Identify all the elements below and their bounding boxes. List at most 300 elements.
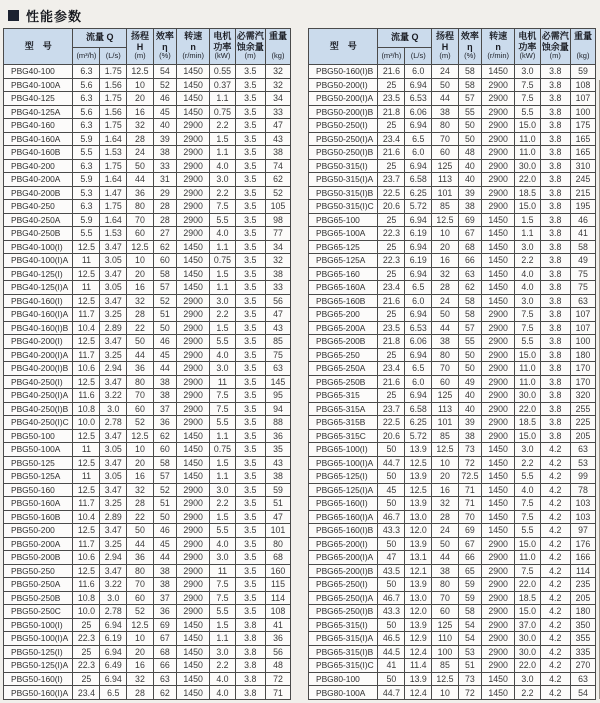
value-cell: 3.5 (235, 483, 265, 497)
value-cell: 15.0 (515, 605, 540, 619)
col-header-speed (482, 29, 515, 65)
value-cell: 7.5 (210, 578, 235, 592)
table-row (4, 443, 291, 457)
table-row (309, 119, 596, 133)
value-cell: 25 (378, 240, 405, 254)
value-cell: 2900 (177, 510, 210, 524)
value-cell: 25 (378, 389, 405, 403)
value-cell: 3.5 (235, 524, 265, 538)
value-cell: 23.4 (378, 362, 405, 376)
value-cell: 67 (153, 632, 176, 646)
value-cell: 1450 (177, 456, 210, 470)
header-line: n (495, 41, 501, 52)
value-cell: 12.5 (127, 240, 154, 254)
value-cell: 2.2 (515, 254, 540, 268)
value-cell: 1.56 (100, 78, 127, 92)
value-cell: 62 (265, 173, 290, 187)
value-cell: 36 (265, 632, 290, 646)
value-cell: 1450 (177, 240, 210, 254)
value-cell: 60 (432, 375, 459, 389)
value-cell: 2900 (177, 146, 210, 160)
value-cell: 62 (153, 240, 176, 254)
value-cell: 10 (432, 686, 459, 700)
value-cell: 23.7 (378, 402, 405, 416)
value-cell: 5.5 (210, 213, 235, 227)
value-cell: 3.5 (235, 281, 265, 295)
table-row (309, 551, 596, 565)
table-row (309, 240, 596, 254)
header-line: (r/min) (182, 50, 204, 60)
value-cell: 13.0 (405, 510, 432, 524)
value-cell: 2900 (177, 416, 210, 430)
value-cell: 3.47 (100, 375, 127, 389)
value-cell: 6.5 (100, 686, 127, 700)
value-cell: 67 (458, 227, 481, 241)
value-cell: 51 (458, 659, 481, 673)
model-cell: PBG80-100 (309, 672, 378, 686)
value-cell: 180 (570, 605, 595, 619)
table-row (4, 497, 291, 511)
table-row (309, 429, 596, 443)
value-cell: 11.4 (405, 659, 432, 673)
value-cell: 57 (458, 321, 481, 335)
value-cell: 73 (458, 672, 481, 686)
value-cell: 1450 (177, 632, 210, 646)
value-cell: 110 (432, 632, 459, 646)
value-cell: 2900 (177, 402, 210, 416)
value-cell: 2900 (482, 389, 515, 403)
col-header-flow-ls: (L/s) (405, 48, 432, 65)
value-cell: 2900 (177, 551, 210, 565)
value-cell: 10.4 (73, 321, 100, 335)
value-cell: 2900 (482, 591, 515, 605)
value-cell: 5.5 (73, 227, 100, 241)
value-cell: 10.4 (73, 510, 100, 524)
table-row (4, 159, 291, 173)
value-cell: 11.7 (73, 537, 100, 551)
value-cell: 3.8 (540, 429, 570, 443)
model-cell: PBG40-200 (4, 159, 73, 173)
value-cell: 3.5 (235, 240, 265, 254)
value-cell: 103 (570, 510, 595, 524)
value-cell: 33 (265, 281, 290, 295)
value-cell: 1.5 (210, 618, 235, 632)
value-cell: 6.06 (405, 105, 432, 119)
header-line: (kW) (214, 50, 231, 60)
value-cell: 22.0 (515, 173, 540, 187)
model-cell: PBG40-250(I)B (4, 402, 73, 416)
table-row (309, 105, 596, 119)
value-cell: 38 (153, 564, 176, 578)
value-cell: 3.8 (235, 672, 265, 686)
value-cell: 47 (265, 119, 290, 133)
value-cell: 1.1 (210, 92, 235, 106)
value-cell: 3.47 (100, 240, 127, 254)
value-cell: 6.53 (405, 321, 432, 335)
table-row (4, 281, 291, 295)
value-cell: 21.6 (378, 146, 405, 160)
value-cell: 80 (127, 564, 154, 578)
value-cell: 20 (127, 645, 154, 659)
value-cell: 23.4 (378, 132, 405, 146)
value-cell: 2900 (177, 294, 210, 308)
header-line: (kW) (519, 50, 536, 60)
value-cell: 57 (458, 92, 481, 106)
table-row (4, 267, 291, 281)
model-cell: PBG65-200B (309, 335, 378, 349)
table-row (4, 578, 291, 592)
value-cell: 32 (432, 497, 459, 511)
model-cell: PBG50-125(I) (4, 645, 73, 659)
value-cell: 78 (570, 483, 595, 497)
model-cell: PBG40-200(I) (4, 335, 73, 349)
value-cell: 23.5 (378, 92, 405, 106)
value-cell: 107 (570, 92, 595, 106)
value-cell: 80 (432, 578, 459, 592)
model-cell: PBG65-250(I) (309, 578, 378, 592)
header-line: 效率 (460, 31, 479, 42)
table-row (4, 483, 291, 497)
table-row (309, 362, 596, 376)
header-line: (kg) (271, 50, 285, 60)
table-row (4, 186, 291, 200)
value-cell: 43.5 (378, 564, 405, 578)
value-cell: 25 (378, 308, 405, 322)
value-cell: 38 (432, 105, 459, 119)
value-cell: 12.5 (73, 267, 100, 281)
value-cell: 3.5 (235, 375, 265, 389)
header-line: n (190, 41, 196, 52)
value-cell: 44 (432, 551, 459, 565)
col-header-npsh (235, 29, 265, 65)
value-cell: 49 (570, 254, 595, 268)
col-header-model: 型 号 (309, 29, 378, 65)
value-cell: 176 (570, 537, 595, 551)
table-row (4, 348, 291, 362)
value-cell: 11.7 (73, 497, 100, 511)
value-cell: 2900 (482, 348, 515, 362)
value-cell: 1.1 (210, 281, 235, 295)
value-cell: 2900 (177, 159, 210, 173)
value-cell: 2.78 (100, 605, 127, 619)
value-cell: 63 (153, 672, 176, 686)
value-cell: 3.5 (235, 227, 265, 241)
model-cell: PBG65-315B (309, 416, 378, 430)
value-cell: 3.5 (235, 159, 265, 173)
value-cell: 75 (265, 348, 290, 362)
value-cell: 12.5 (432, 213, 459, 227)
table-row (4, 119, 291, 133)
value-cell: 4.2 (540, 632, 570, 646)
value-cell: 3.25 (100, 308, 127, 322)
value-cell: 44.7 (378, 456, 405, 470)
model-cell: PBG50-315(I) (309, 159, 378, 173)
value-cell: 2900 (177, 200, 210, 214)
value-cell: 5.9 (73, 132, 100, 146)
table-row (4, 564, 291, 578)
value-cell: 103 (570, 497, 595, 511)
value-cell: 2900 (482, 564, 515, 578)
value-cell: 32 (127, 672, 154, 686)
value-cell: 3.5 (235, 267, 265, 281)
table-row (309, 578, 596, 592)
header-line: H (136, 41, 144, 52)
value-cell: 88 (265, 416, 290, 430)
model-cell: PBG50-100A (4, 443, 73, 457)
value-cell: 145 (265, 375, 290, 389)
section-title-text: 性能参数 (26, 9, 83, 24)
value-cell: 7.5 (210, 200, 235, 214)
value-cell: 4.2 (540, 578, 570, 592)
model-cell: PBG50-200(I) (309, 78, 378, 92)
header-line: 蚀余量 (236, 41, 264, 52)
value-cell: 22.5 (378, 186, 405, 200)
col-header-efficiency (458, 29, 481, 65)
table-row (309, 564, 596, 578)
value-cell: 1450 (482, 254, 515, 268)
value-cell: 3.5 (235, 605, 265, 619)
value-cell: 85 (432, 200, 459, 214)
value-cell: 1.5 (210, 132, 235, 146)
value-cell: 80 (432, 119, 459, 133)
value-cell: 44 (153, 551, 176, 565)
value-cell: 58 (458, 65, 481, 79)
value-cell: 50 (458, 362, 481, 376)
value-cell: 36 (153, 416, 176, 430)
value-cell: 3.25 (100, 537, 127, 551)
value-cell: 3.5 (235, 416, 265, 430)
value-cell: 1.75 (100, 119, 127, 133)
value-cell: 2900 (177, 591, 210, 605)
value-cell: 1.5 (210, 321, 235, 335)
header-line: (r/min) (487, 50, 509, 60)
model-cell: PBG65-160B (309, 294, 378, 308)
value-cell: 32 (265, 65, 290, 79)
value-cell: 6.19 (405, 254, 432, 268)
value-cell: 3.8 (540, 281, 570, 295)
value-cell: 3.5 (235, 470, 265, 484)
header-line: (m) (244, 50, 256, 60)
header-line: 功率 (518, 41, 537, 52)
value-cell: 1450 (177, 645, 210, 659)
value-cell: 101 (432, 416, 459, 430)
value-cell: 21.6 (378, 65, 405, 79)
value-cell: 1450 (482, 510, 515, 524)
value-cell: 60 (153, 443, 176, 457)
value-cell: 2900 (482, 173, 515, 187)
value-cell: 1450 (177, 281, 210, 295)
value-cell: 3.5 (235, 389, 265, 403)
table-row (309, 146, 596, 160)
value-cell: 6.3 (73, 65, 100, 79)
value-cell: 7.5 (515, 564, 540, 578)
value-cell: 3.8 (540, 362, 570, 376)
value-cell: 3.8 (540, 294, 570, 308)
value-cell: 2.89 (100, 510, 127, 524)
value-cell: 1450 (177, 470, 210, 484)
model-cell: PBG65-125A (309, 254, 378, 268)
value-cell: 30.0 (515, 645, 540, 659)
value-cell: 54 (458, 618, 481, 632)
header-line: η (467, 41, 473, 52)
value-cell: 38 (432, 564, 459, 578)
value-cell: 50 (127, 524, 154, 538)
value-cell: 175 (570, 119, 595, 133)
table-row (4, 335, 291, 349)
value-cell: 3.8 (540, 173, 570, 187)
value-cell: 3.05 (100, 281, 127, 295)
value-cell: 1450 (482, 470, 515, 484)
value-cell: 69 (458, 213, 481, 227)
value-cell: 44 (432, 92, 459, 106)
value-cell: 2900 (482, 645, 515, 659)
value-cell: 5.5 (210, 335, 235, 349)
value-cell: 0.37 (210, 78, 235, 92)
value-cell: 10 (432, 456, 459, 470)
value-cell: 101 (432, 186, 459, 200)
value-cell: 4.2 (540, 524, 570, 538)
value-cell: 50 (378, 672, 405, 686)
value-cell: 3.5 (235, 578, 265, 592)
value-cell: 11.0 (515, 132, 540, 146)
header-line: (m) (549, 50, 561, 60)
value-cell: 7.5 (210, 389, 235, 403)
value-cell: 72 (458, 456, 481, 470)
value-cell: 3.25 (100, 348, 127, 362)
value-cell: 3.8 (235, 618, 265, 632)
table-row (309, 443, 596, 457)
value-cell: 1450 (482, 267, 515, 281)
value-cell: 12.5 (432, 443, 459, 457)
value-cell: 37.0 (515, 618, 540, 632)
table-row (4, 645, 291, 659)
value-cell: 5.5 (210, 605, 235, 619)
value-cell: 3.25 (100, 497, 127, 511)
value-cell: 32 (265, 254, 290, 268)
value-cell: 44 (153, 362, 176, 376)
model-cell: PBG40-160(I)B (4, 321, 73, 335)
value-cell: 3.22 (100, 578, 127, 592)
header-line: (%) (464, 50, 476, 60)
section-bullet-icon (8, 10, 19, 21)
value-cell: 3.8 (235, 659, 265, 673)
value-cell: 4.0 (210, 537, 235, 551)
value-cell: 74 (265, 159, 290, 173)
value-cell: 1.56 (100, 105, 127, 119)
value-cell: 12.0 (405, 524, 432, 538)
value-cell: 58 (458, 605, 481, 619)
value-cell: 57 (153, 281, 176, 295)
value-cell: 60 (127, 591, 154, 605)
value-cell: 16 (127, 281, 154, 295)
value-cell: 12.5 (73, 429, 100, 443)
value-cell: 46.5 (378, 632, 405, 646)
model-cell: PBG40-125A (4, 105, 73, 119)
value-cell: 12.5 (127, 429, 154, 443)
value-cell: 12.5 (73, 294, 100, 308)
performance-table-left (3, 28, 291, 700)
model-cell: PBG40-250(I) (4, 375, 73, 389)
table-row (309, 591, 596, 605)
value-cell: 3.47 (100, 335, 127, 349)
value-cell: 20 (127, 456, 154, 470)
value-cell: 32 (127, 294, 154, 308)
value-cell: 31 (153, 173, 176, 187)
table-header (4, 29, 291, 65)
header-line: 功率 (213, 41, 232, 52)
value-cell: 70 (432, 591, 459, 605)
value-cell: 6.19 (405, 227, 432, 241)
value-cell: 320 (570, 389, 595, 403)
value-cell: 6.94 (100, 645, 127, 659)
value-cell: 0.75 (210, 105, 235, 119)
model-cell: PBG40-160(I) (4, 294, 73, 308)
table-row (309, 200, 596, 214)
value-cell: 39 (458, 186, 481, 200)
value-cell: 3.5 (235, 132, 265, 146)
value-cell: 5.9 (73, 213, 100, 227)
model-cell: PBG40-200B (4, 186, 73, 200)
model-cell: PBG40-250B (4, 227, 73, 241)
table-row (309, 308, 596, 322)
value-cell: 70 (458, 510, 481, 524)
value-cell: 2.2 (210, 659, 235, 673)
model-cell: PBG50-160B (4, 510, 73, 524)
model-cell: PBG65-250(I)A (309, 591, 378, 605)
table-row (4, 362, 291, 376)
value-cell: 2900 (482, 119, 515, 133)
value-cell: 335 (570, 645, 595, 659)
table-row (4, 402, 291, 416)
value-cell: 43.3 (378, 605, 405, 619)
header-line: 蚀余量 (541, 41, 569, 52)
header-line: (m) (134, 50, 146, 60)
value-cell: 1.1 (210, 632, 235, 646)
value-cell: 72.5 (458, 470, 481, 484)
value-cell: 3.5 (235, 497, 265, 511)
value-cell: 6.58 (405, 402, 432, 416)
value-cell: 3.5 (235, 456, 265, 470)
value-cell: 1.53 (100, 227, 127, 241)
value-cell: 44 (127, 173, 154, 187)
value-cell: 2900 (482, 105, 515, 119)
value-cell: 4.0 (210, 348, 235, 362)
value-cell: 3.8 (540, 159, 570, 173)
value-cell: 51 (153, 308, 176, 322)
value-cell: 6.94 (405, 119, 432, 133)
value-cell: 22.3 (378, 227, 405, 241)
table-row (309, 348, 596, 362)
value-cell: 47 (265, 308, 290, 322)
value-cell: 2900 (482, 78, 515, 92)
value-cell: 22.0 (515, 659, 540, 673)
table-row (309, 605, 596, 619)
value-cell: 10 (432, 227, 459, 241)
value-cell: 63 (570, 672, 595, 686)
value-cell: 1.5 (515, 213, 540, 227)
value-cell: 3.8 (540, 254, 570, 268)
value-cell: 11 (73, 281, 100, 295)
header-line: 扬程 (435, 31, 454, 42)
value-cell: 70 (127, 213, 154, 227)
value-cell: 44 (432, 321, 459, 335)
value-cell: 70 (127, 389, 154, 403)
value-cell: 1.5 (210, 456, 235, 470)
value-cell: 25 (378, 348, 405, 362)
model-cell: PBG50-160(I)A (4, 686, 73, 700)
value-cell: 2900 (482, 362, 515, 376)
value-cell: 38 (153, 578, 176, 592)
